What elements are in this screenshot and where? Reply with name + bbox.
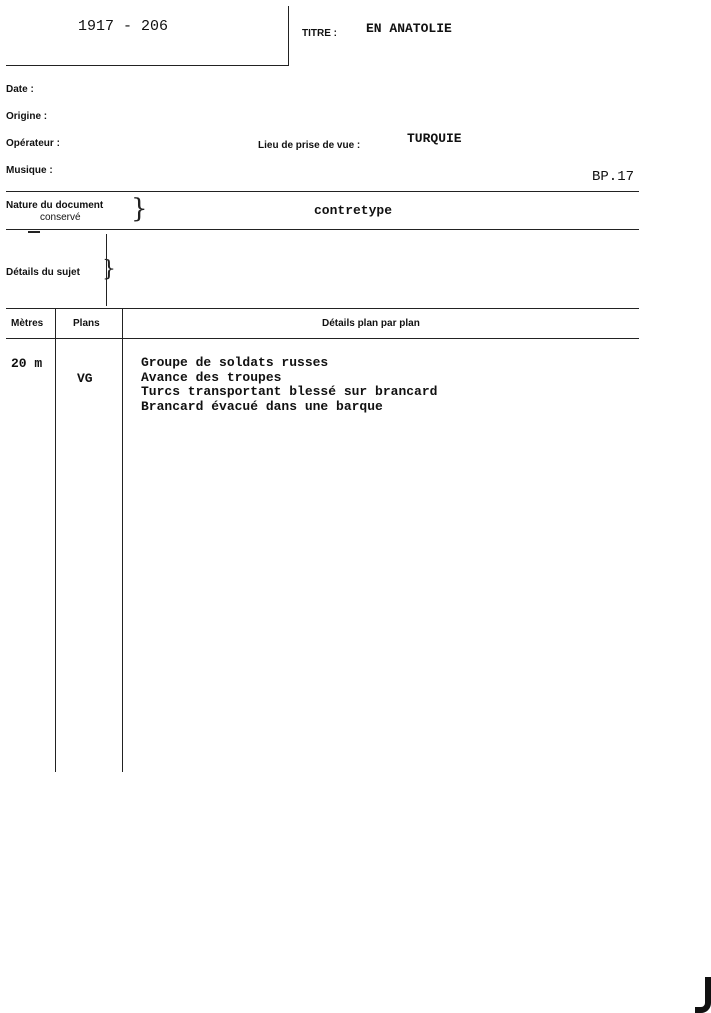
detail-line: Turcs transportant blessé sur brancard — [141, 384, 438, 399]
nature-brace: } — [131, 194, 148, 224]
title-label: TITRE : — [302, 28, 337, 39]
table-top-rule — [6, 308, 639, 309]
musique-label: Musique : — [6, 165, 53, 176]
lieu-value: TURQUIE — [407, 131, 462, 146]
lieu-label: Lieu de prise de vue : — [258, 140, 361, 151]
nature-top-rule — [6, 191, 639, 192]
detail-line: Groupe de soldats russes — [141, 355, 329, 370]
nature-label-line2: conservé — [40, 212, 81, 223]
reference-code: BP.17 — [592, 169, 635, 185]
column-header-metres: Mètres — [11, 318, 44, 329]
details-sujet-label: Détails du sujet — [6, 267, 80, 278]
nature-value: contretype — [314, 203, 393, 218]
reference-number: 1917 - 206 — [78, 18, 169, 35]
plans-value: VG — [77, 371, 93, 386]
binding-edge — [695, 977, 711, 1013]
origine-label: Origine : — [6, 111, 48, 122]
table-divider-plans-detail — [122, 309, 123, 772]
table-divider-metres-plans — [55, 309, 56, 772]
column-header-plans: Plans — [73, 318, 100, 329]
header-box-divider — [288, 6, 289, 66]
detail-lines — [141, 356, 437, 414]
detail-line: Avance des troupes — [141, 369, 282, 385]
table-header-rule — [6, 338, 639, 339]
details-top-rule — [6, 229, 639, 230]
scan-mark — [28, 231, 40, 233]
title-value: EN ANATOLIE — [366, 21, 452, 36]
detail-line: Brancard évacué dans une barque — [141, 398, 383, 414]
details-brace: } — [102, 257, 116, 282]
nature-label-line1: Nature du document — [6, 200, 104, 211]
operateur-label: Opérateur : — [6, 138, 60, 149]
date-label: Date : — [6, 84, 34, 95]
column-header-detail: Détails plan par plan — [322, 318, 420, 329]
header-box-bottom — [6, 65, 289, 66]
metres-value: 20 m — [11, 356, 43, 371]
